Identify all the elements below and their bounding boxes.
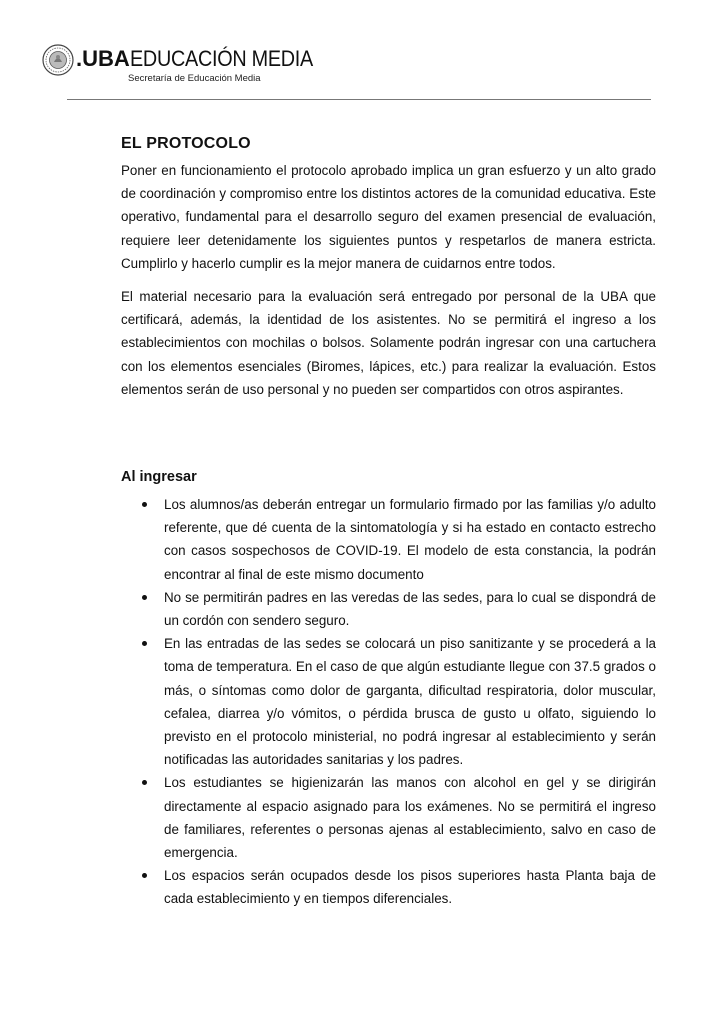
logo-title: EDUCACIÓN MEDIA xyxy=(129,46,313,71)
header-divider xyxy=(67,99,651,100)
bullet-icon xyxy=(142,595,147,600)
list-item-text: Los alumnos/as deberán entregar un formulario firmado por las familias y/o adulto referente, que dé cuenta de la sintomatología y si ha estado en contacto estrecho con casos sospechosos de COVID-19. El modelo de esta constancia, la podrán encontrar al final de este mismo documento xyxy=(164,497,656,582)
brand-logo xyxy=(76,46,333,72)
header-subtitle: Secretaría de Educación Media xyxy=(128,73,261,84)
list-item xyxy=(121,771,656,864)
bullet-icon xyxy=(142,780,147,785)
document-body xyxy=(121,133,656,911)
page-header xyxy=(42,42,682,90)
bullet-icon xyxy=(142,641,147,646)
list-item-text: Los estudiantes se higienizarán las manos con alcohol en gel y se dirigirán directamente al espacio asignado para los exámenes. No se permitirá el ingreso de familiares, referentes o personas ajenas al establecimiento, salvo en caso de emergencia. xyxy=(164,775,656,861)
section-title: EL PROTOCOLO xyxy=(121,135,251,152)
list-item-text: Los espacios serán ocupados desde los pisos superiores hasta Planta baja de cada establecimiento y en tiempos diferenciales. xyxy=(164,868,656,907)
logo-uba: .UBA xyxy=(76,46,130,71)
list-item xyxy=(121,493,656,586)
list-item xyxy=(121,632,656,771)
bullet-icon xyxy=(142,873,147,878)
list-item-text: No se permitirán padres en las veredas de las sedes, para lo cual se dispondrá de un cordón con sendero seguro. xyxy=(164,589,656,629)
subsection-title: Al ingresar xyxy=(121,469,197,486)
list-item-text: En las entradas de las sedes se colocará un piso sanitizante y se procederá a la toma de temperatura. En el caso de que algún estudiante llegue con 37.5 grados o más, o síntomas como dolor de garganta, dificultad respiratoria, dolor muscular, cefalea, diarrea y/o vómitos, o pérdida brusca de gusto u olfato, siguiendo lo previsto en el protocolo ministerial, no podrá ingresar al establecimiento y serán notificadas las autoridades sanitarias y los padres. xyxy=(164,636,656,768)
list-item xyxy=(121,586,656,632)
paragraph: Poner en funcionamiento el protocolo aprobado implica un gran esfuerzo y un alto grado de coordinación y compromiso entre los distintos actores de la comunidad educativa. Este operativo, fundamental para el desarrollo seguro del examen presencial de evaluación, requiere leer detenidamente los siguientes puntos y respetarlos de manera estricta. Cumplirlo y hacerlo cumplir es la mejor manera de cuidarnos entre todos. xyxy=(121,163,656,271)
bullet-list xyxy=(121,493,656,911)
uba-seal-icon xyxy=(42,44,74,76)
list-item xyxy=(121,864,656,910)
bullet-icon xyxy=(142,502,147,507)
paragraph: El material necesario para la evaluación será entregado por personal de la UBA que certificará, además, la identidad de los asistentes. No se permitirá el ingreso a los establecimientos con mochilas o bolsos. Solamente podrán ingresar con una cartuchera con los elementos esenciales (Biromes, lápices, etc.) para realizar la evaluación. Estos elementos serán de uso personal y no pueden ser compartidos con otros aspirantes. xyxy=(121,289,656,397)
